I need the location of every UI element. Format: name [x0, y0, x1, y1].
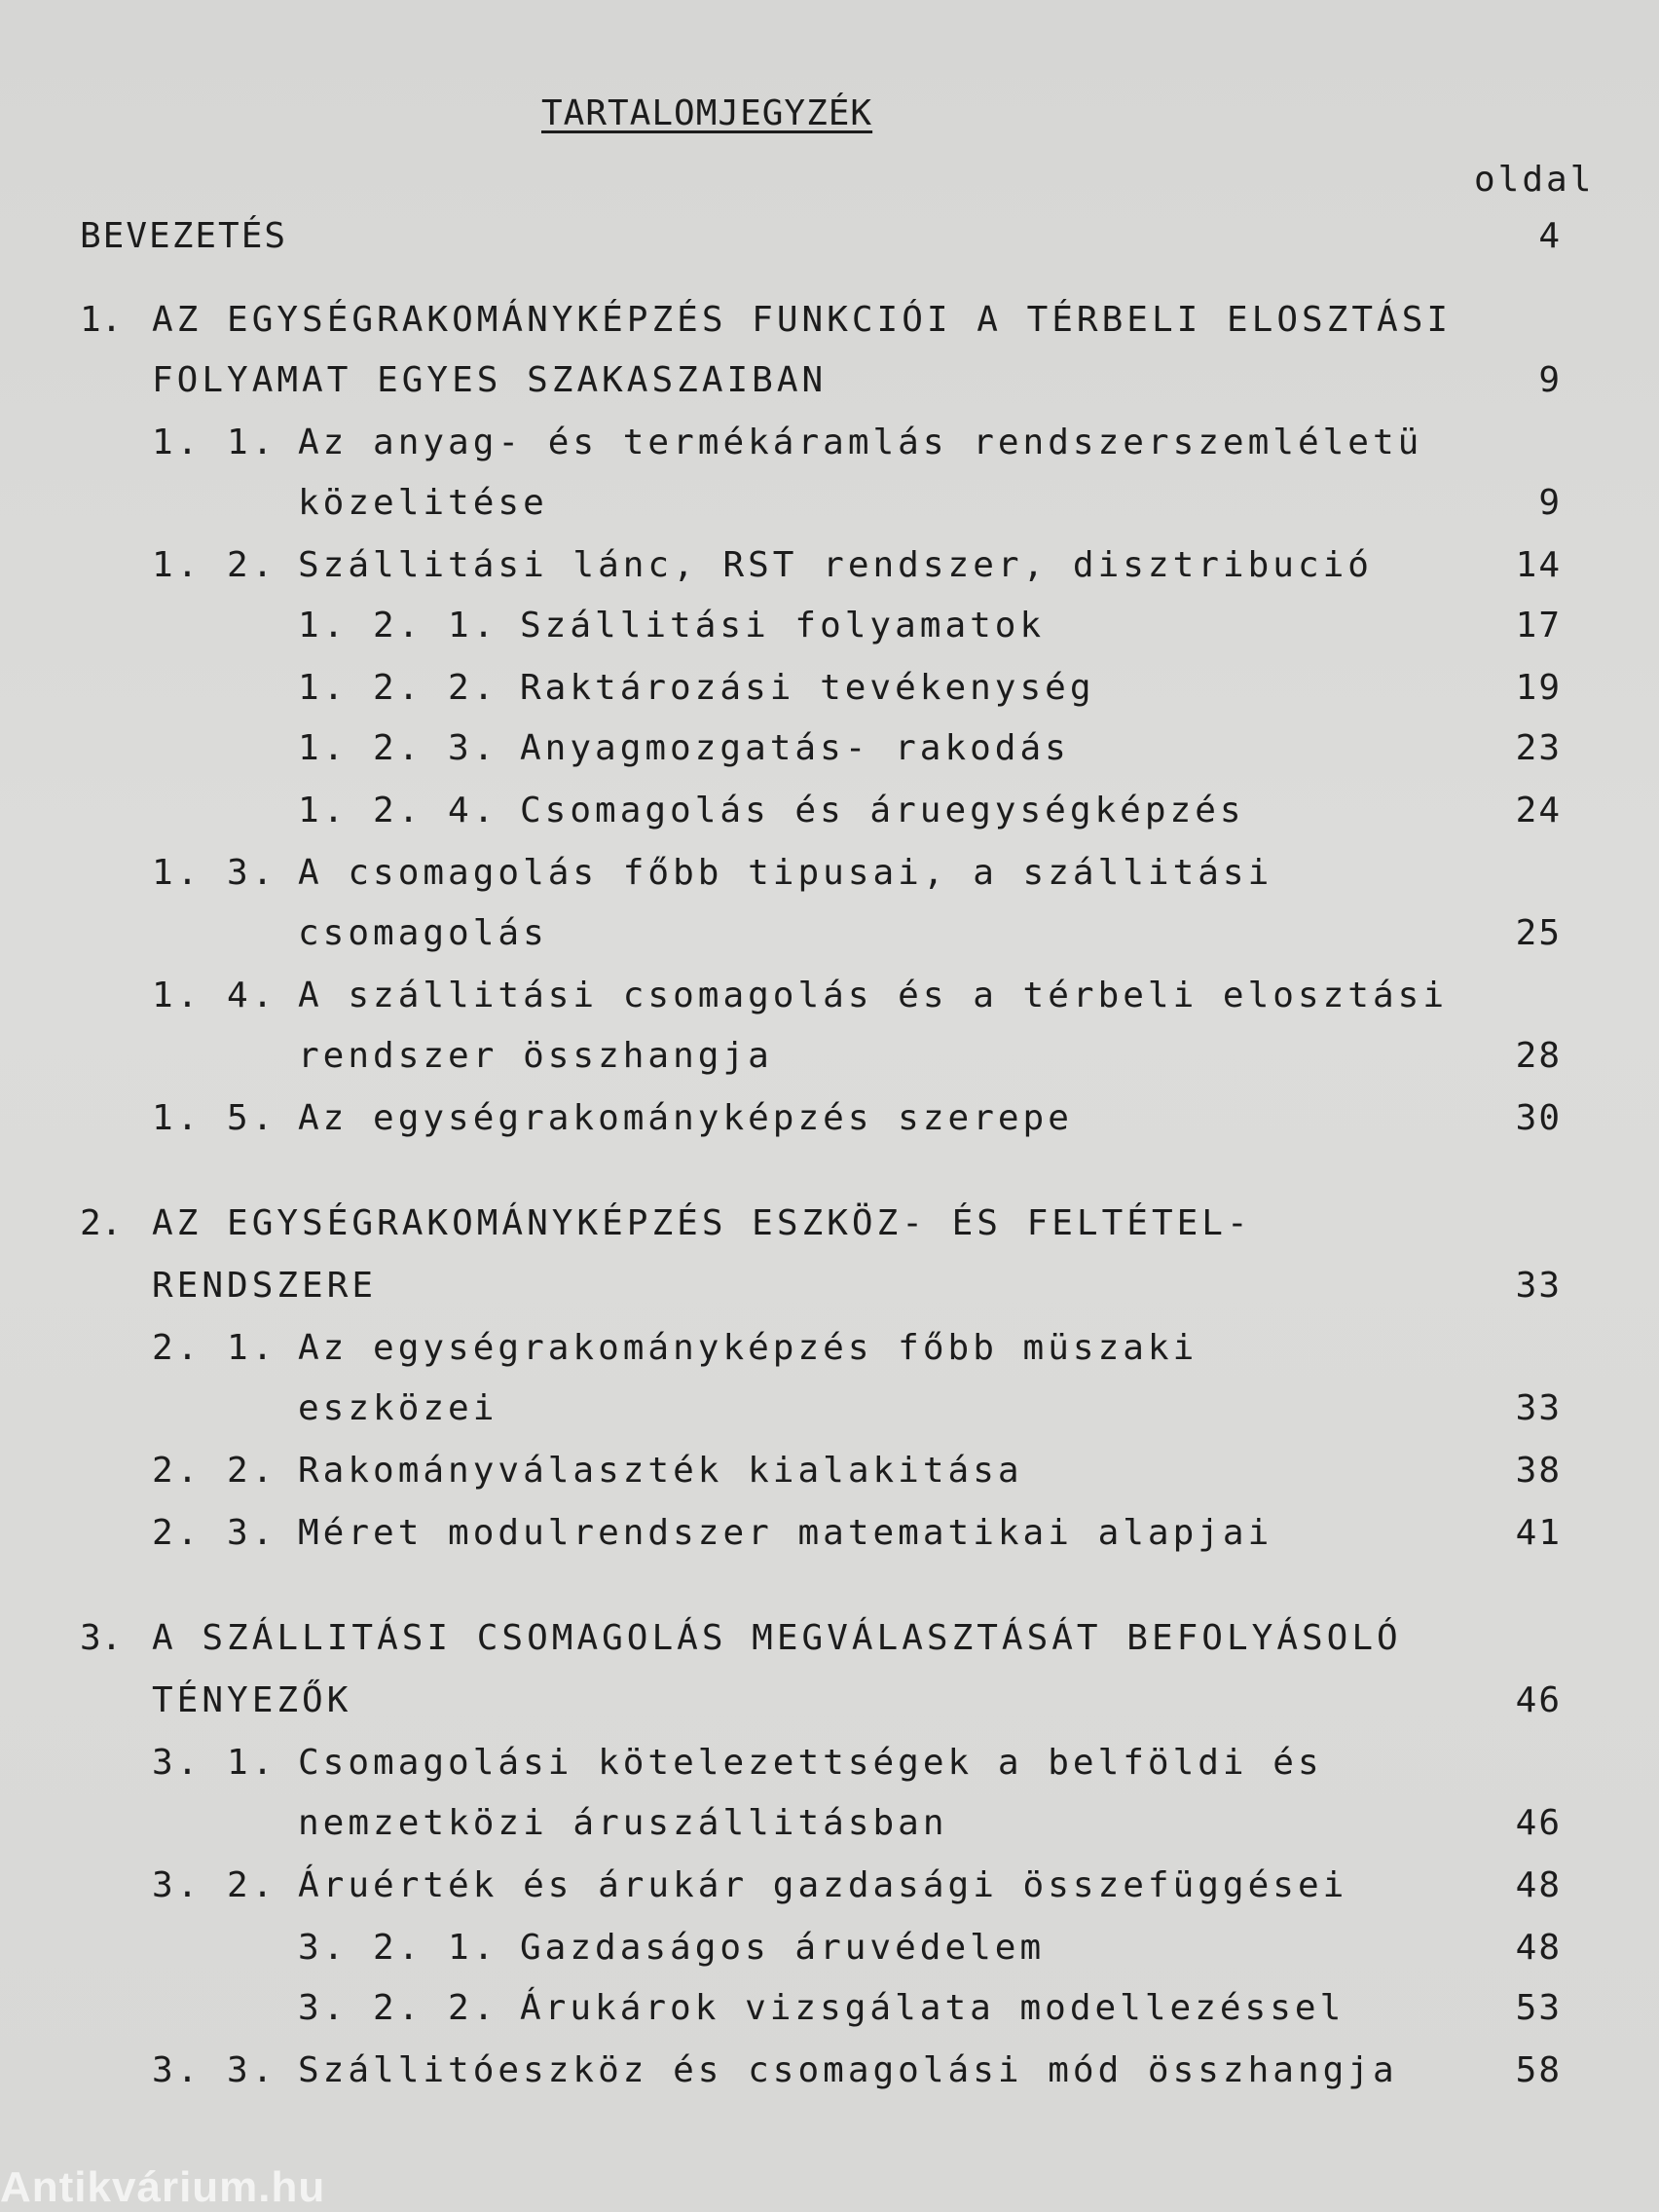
toc-chapter-1 — [0, 300, 1659, 354]
toc-page: 46 — [1515, 1680, 1562, 1720]
toc-section-3-2 — [0, 1865, 1659, 1920]
toc-number: 3. 1. — [152, 1743, 277, 1783]
toc-label: Gazdaságos áruvédelem — [520, 1928, 1046, 1968]
toc-number: 1. 2. 1. — [298, 606, 498, 645]
toc-chapter-2-cont — [0, 1266, 1659, 1320]
toc-section-1-2-4 — [0, 791, 1659, 845]
toc-number: 1. — [80, 300, 123, 340]
toc-label: Az egységrakományképzés főbb müszaki — [298, 1328, 1198, 1368]
toc-page: 9 — [1538, 360, 1562, 400]
toc-section-1-3-cont — [0, 913, 1659, 968]
toc-chapter-1-cont — [0, 360, 1659, 415]
toc-label: Raktározási tevékenység — [520, 668, 1095, 708]
toc-chapter-3 — [0, 1618, 1659, 1673]
toc-section-2-2 — [0, 1451, 1659, 1505]
toc-label: A SZÁLLITÁSI CSOMAGOLÁS MEGVÁLASZTÁSÁT BEFOLYÁSOLÓ — [152, 1618, 1402, 1658]
toc-entry-intro — [0, 216, 1659, 271]
watermark-text: Antikvárium.hu — [0, 2163, 326, 2211]
toc-number: 2. 1. — [152, 1328, 277, 1368]
toc-page: 30 — [1515, 1098, 1562, 1138]
toc-label: Anyagmozgatás- rakodás — [520, 728, 1070, 768]
toc-label: Szállitási lánc, RST rendszer, disztribució — [298, 545, 1373, 585]
toc-chapter-3-cont — [0, 1680, 1659, 1735]
toc-section-1-2-2 — [0, 668, 1659, 722]
toc-number: 3. 3. — [152, 2050, 277, 2090]
toc-section-1-4-cont — [0, 1036, 1659, 1090]
toc-label: A csomagolás főbb tipusai, a szállitási — [298, 853, 1273, 893]
toc-label: AZ EGYSÉGRAKOMÁNYKÉPZÉS ESZKÖZ- ÉS FELTÉTEL- — [152, 1203, 1252, 1243]
toc-number: 3. 2. 2. — [298, 1988, 498, 2028]
toc-chapter-2 — [0, 1203, 1659, 1258]
toc-page: 25 — [1515, 913, 1562, 953]
toc-page: 9 — [1538, 483, 1562, 523]
toc-page: 48 — [1515, 1865, 1562, 1905]
toc-page: 48 — [1515, 1928, 1562, 1968]
toc-page: 53 — [1515, 1988, 1562, 2028]
page-column-header: oldal — [1474, 160, 1595, 200]
toc-section-1-1-cont — [0, 483, 1659, 537]
toc-label: A szállitási csomagolás és a térbeli elosztási — [298, 976, 1448, 1015]
toc-page: 33 — [1515, 1266, 1562, 1306]
toc-label: nemzetközi áruszállitásban — [298, 1803, 948, 1843]
toc-page: 28 — [1515, 1036, 1562, 1076]
toc-number: 2. 2. — [152, 1451, 277, 1491]
toc-label: Csomagolási kötelezettségek a belföldi és — [298, 1743, 1323, 1783]
toc-number: 2. 3. — [152, 1513, 277, 1553]
toc-page: 58 — [1515, 2050, 1562, 2090]
toc-number: 3. 2. — [152, 1865, 277, 1905]
toc-label: Csomagolás és áruegységképzés — [520, 791, 1245, 830]
toc-section-1-3 — [0, 853, 1659, 907]
toc-page: 14 — [1515, 545, 1562, 585]
toc-label: TÉNYEZŐK — [152, 1680, 352, 1720]
toc-label: AZ EGYSÉGRAKOMÁNYKÉPZÉS FUNKCIÓI A TÉRBELI ELOSZTÁSI — [152, 300, 1453, 340]
toc-number: 1. 2. 2. — [298, 668, 498, 708]
toc-number: 3. — [80, 1618, 123, 1658]
toc-section-1-5 — [0, 1098, 1659, 1153]
toc-label: Rakományválaszték kialakitása — [298, 1451, 1023, 1491]
toc-number: 1. 1. — [152, 423, 277, 462]
toc-label: közelitése — [298, 483, 548, 523]
toc-label: BEVEZETÉS — [80, 216, 288, 256]
toc-label: RENDSZERE — [152, 1266, 378, 1306]
toc-section-3-1-cont — [0, 1803, 1659, 1858]
toc-page: 24 — [1515, 791, 1562, 830]
toc-label: Áruérték és árukár gazdasági összefüggései — [298, 1865, 1348, 1905]
toc-label: eszközei — [298, 1388, 498, 1428]
toc-section-3-2-2 — [0, 1988, 1659, 2043]
toc-section-2-1 — [0, 1328, 1659, 1382]
toc-page: 17 — [1515, 606, 1562, 645]
toc-label: FOLYAMAT EGYES SZAKASZAIBAN — [152, 360, 828, 400]
toc-label: rendszer összhangja — [298, 1036, 773, 1076]
toc-label: Árukárok vizsgálata modellezéssel — [520, 1988, 1346, 2028]
page-title: TARTALOMJEGYZÉK — [541, 93, 873, 133]
toc-section-1-1 — [0, 423, 1659, 477]
toc-number: 1. 2. 3. — [298, 728, 498, 768]
toc-section-3-3 — [0, 2050, 1659, 2105]
toc-number: 2. — [80, 1203, 123, 1243]
toc-page: 38 — [1515, 1451, 1562, 1491]
toc-label: Méret modulrendszer matematikai alapjai — [298, 1513, 1273, 1553]
toc-label: Szállitási folyamatok — [520, 606, 1046, 645]
toc-section-1-2-1 — [0, 606, 1659, 660]
toc-page: 4 — [1538, 216, 1562, 256]
toc-section-1-4 — [0, 976, 1659, 1030]
toc-number: 1. 2. 4. — [298, 791, 498, 830]
toc-number: 1. 3. — [152, 853, 277, 893]
toc-number: 3. 2. 1. — [298, 1928, 498, 1968]
toc-label: Szállitóeszköz és csomagolási mód összhangja — [298, 2050, 1398, 2090]
toc-section-1-2 — [0, 545, 1659, 600]
toc-label: Az egységrakományképzés szerepe — [298, 1098, 1073, 1138]
toc-number: 1. 5. — [152, 1098, 277, 1138]
toc-page: 19 — [1515, 668, 1562, 708]
toc-section-2-1-cont — [0, 1388, 1659, 1443]
toc-label: Az anyag- és termékáramlás rendszerszemléletü — [298, 423, 1423, 462]
toc-number: 1. 2. — [152, 545, 277, 585]
toc-label: csomagolás — [298, 913, 548, 953]
toc-number: 1. 4. — [152, 976, 277, 1015]
toc-page: 33 — [1515, 1388, 1562, 1428]
toc-page: 46 — [1515, 1803, 1562, 1843]
toc-section-1-2-3 — [0, 728, 1659, 783]
toc-section-3-1 — [0, 1743, 1659, 1797]
toc-page: 23 — [1515, 728, 1562, 768]
toc-section-2-3 — [0, 1513, 1659, 1567]
toc-page: 41 — [1515, 1513, 1562, 1553]
toc-section-3-2-1 — [0, 1928, 1659, 1982]
